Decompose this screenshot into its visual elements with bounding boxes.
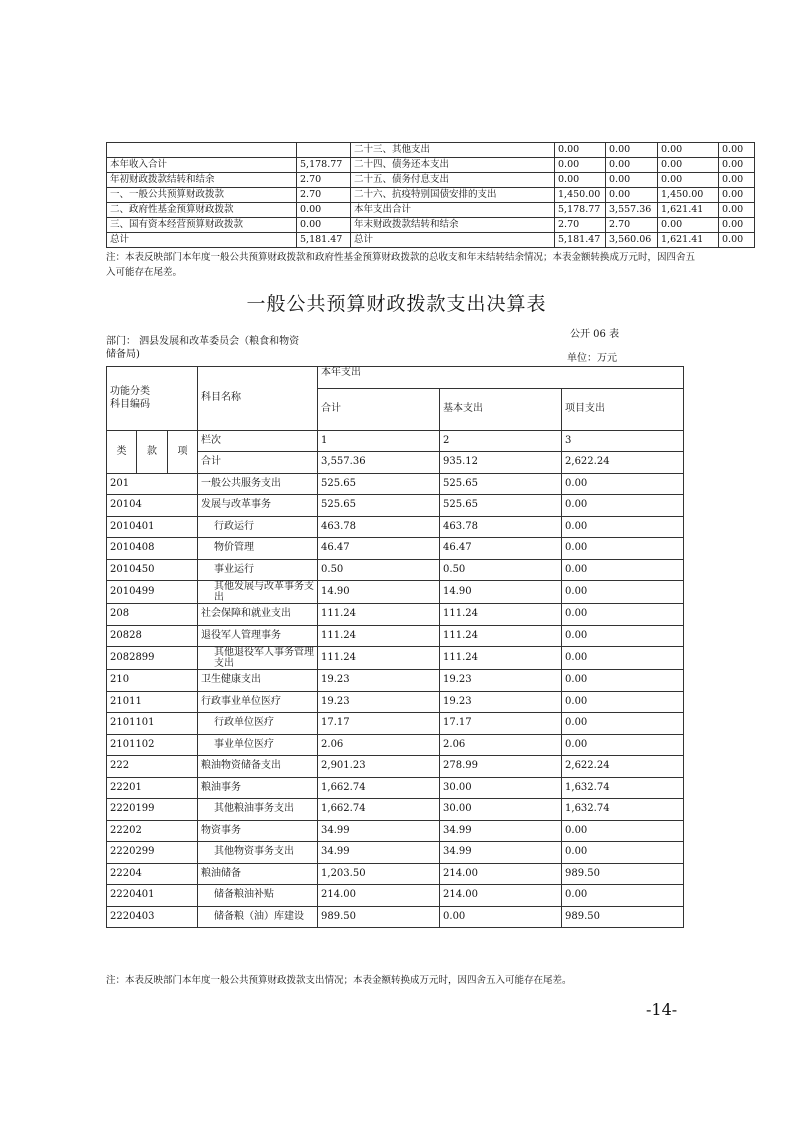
table-row	[107, 473, 684, 495]
summary-row	[107, 233, 755, 248]
amount-basic: 214.00	[440, 863, 562, 885]
amount-basic: 0.00	[440, 906, 562, 928]
summary-cell: 0.00	[658, 218, 719, 233]
amount-basic: 525.65	[440, 473, 562, 495]
summary-cell: 5,181.47	[297, 233, 351, 248]
amount-total: 19.23	[318, 691, 440, 713]
amount-project: 0.00	[562, 625, 684, 647]
subject-name: 其他物资事务支出	[198, 842, 318, 864]
subject-name: 储备粮油补贴	[198, 885, 318, 907]
summary-row	[107, 173, 755, 188]
amount-total: 34.99	[318, 820, 440, 842]
amount-total: 463.78	[318, 516, 440, 538]
amount-total: 34.99	[318, 842, 440, 864]
subject-name: 粮油储备	[198, 863, 318, 885]
summary-cell: 0.00	[606, 188, 658, 203]
summary-cell: 0.00	[555, 143, 606, 158]
summary-cell: 二十三、其他支出	[351, 143, 555, 158]
summary-cell: 0.00	[719, 203, 755, 218]
amount-project: 1,632.74	[562, 777, 684, 799]
subject-code: 20104	[107, 495, 198, 517]
summary-cell: 1,450.00	[555, 188, 606, 203]
summary-cell: 3,560.06	[606, 233, 658, 248]
amount-project: 0.00	[562, 820, 684, 842]
subject-name-header: 科目名称	[198, 367, 318, 431]
summary-cell: 二十五、债务付息支出	[351, 173, 555, 188]
amount-basic: 14.90	[440, 581, 562, 604]
subject-code: 2010408	[107, 538, 198, 560]
amount-basic: 2.06	[440, 734, 562, 756]
summary-continuation-table	[106, 142, 755, 248]
amount-basic: 214.00	[440, 885, 562, 907]
summary-row	[107, 203, 755, 218]
subject-name: 卫生健康支出	[198, 670, 318, 692]
subject-code: 20828	[107, 625, 198, 647]
subject-name: 其他粮油事务支出	[198, 799, 318, 821]
department-label: 部门： 泗县发展和改革委员会（粮食和物资 储备局)	[106, 336, 300, 360]
subject-code: 2010499	[107, 581, 198, 604]
amount-basic: 111.24	[440, 625, 562, 647]
sum-basic: 935.12	[440, 452, 562, 474]
summary-note: 注：本表反映部门本年度一般公共预算财政拨款和政府性基金预算财政拨款的总收支和年末结转结余情况；本表金额转换成万元时，因四舍五 入可能存在尾差。	[106, 252, 696, 278]
table-code: 公开 06 表	[570, 329, 620, 340]
subject-code: 2220403	[107, 906, 198, 928]
subject-name: 储备粮（油）库建设	[198, 906, 318, 928]
amount-total: 0.50	[318, 559, 440, 581]
column-index-label: 栏次	[198, 430, 318, 452]
amount-total: 2.06	[318, 734, 440, 756]
summary-cell: 5,178.77	[297, 158, 351, 173]
table-row	[107, 734, 684, 756]
header-row-1	[107, 367, 684, 389]
amount-total: 111.24	[318, 604, 440, 626]
subject-code: 210	[107, 670, 198, 692]
summary-cell: 年末财政拨款结转和结余	[351, 218, 555, 233]
summary-cell: 1,450.00	[658, 188, 719, 203]
table-row	[107, 495, 684, 517]
summary-cell: 总计	[107, 233, 297, 248]
function-class-header: 功能分类 科目编码	[107, 367, 198, 431]
subject-name: 退役军人管理事务	[198, 625, 318, 647]
amount-total: 1,662.74	[318, 799, 440, 821]
table-row	[107, 756, 684, 778]
amount-project: 0.00	[562, 670, 684, 692]
summary-cell: 0.00	[719, 143, 755, 158]
subject-code: 2220299	[107, 842, 198, 864]
subject-name: 社会保障和就业支出	[198, 604, 318, 626]
summary-cell: 0.00	[719, 218, 755, 233]
amount-basic: 46.47	[440, 538, 562, 560]
summary-cell: 0.00	[719, 188, 755, 203]
table-row	[107, 820, 684, 842]
summary-cell: 年初财政拨款结转和结余	[107, 173, 297, 188]
summary-cell: 1,621.41	[658, 203, 719, 218]
subject-code: 222	[107, 756, 198, 778]
amount-project: 0.00	[562, 473, 684, 495]
amount-project: 0.00	[562, 713, 684, 735]
subject-name: 物价管理	[198, 538, 318, 560]
table-row	[107, 516, 684, 538]
amount-total: 989.50	[318, 906, 440, 928]
subject-name: 其他发展与改革事务支出	[198, 581, 318, 604]
amount-project: 0.00	[562, 647, 684, 670]
kuan-header: 款	[137, 430, 168, 473]
amount-basic: 525.65	[440, 495, 562, 517]
amount-basic: 30.00	[440, 777, 562, 799]
subject-code: 2220401	[107, 885, 198, 907]
subject-name: 事业单位医疗	[198, 734, 318, 756]
amount-project: 1,632.74	[562, 799, 684, 821]
amount-project: 0.00	[562, 691, 684, 713]
amount-basic: 463.78	[440, 516, 562, 538]
subject-code: 22204	[107, 863, 198, 885]
amount-total: 111.24	[318, 647, 440, 670]
summary-cell: 2.70	[297, 173, 351, 188]
amount-total: 17.17	[318, 713, 440, 735]
lei-header: 类	[107, 430, 137, 473]
table-row	[107, 691, 684, 713]
amount-project: 0.00	[562, 538, 684, 560]
amount-project: 0.00	[562, 734, 684, 756]
col-index-3: 3	[562, 430, 684, 452]
amount-project: 0.00	[562, 842, 684, 864]
amount-basic: 111.24	[440, 604, 562, 626]
table-row	[107, 581, 684, 604]
amount-basic: 278.99	[440, 756, 562, 778]
col-index-2: 2	[440, 430, 562, 452]
summary-cell: 0.00	[555, 158, 606, 173]
subject-code: 208	[107, 604, 198, 626]
page-title: 一般公共预算财政拨款支出决算表	[246, 293, 547, 315]
amount-project: 0.00	[562, 604, 684, 626]
summary-row	[107, 218, 755, 233]
summary-cell: 0.00	[658, 173, 719, 188]
page-number: -14-	[646, 1000, 678, 1019]
basic-header: 基本支出	[440, 388, 562, 430]
current-year-header: 本年支出	[318, 367, 684, 389]
summary-cell: 0.00	[658, 158, 719, 173]
table-row	[107, 863, 684, 885]
xiang-header: 项	[168, 430, 198, 473]
amount-basic: 19.23	[440, 670, 562, 692]
table-row	[107, 713, 684, 735]
subject-name: 事业运行	[198, 559, 318, 581]
summary-cell: 二十四、债务还本支出	[351, 158, 555, 173]
table-row	[107, 842, 684, 864]
table-row	[107, 906, 684, 928]
summary-cell: 1,621.41	[658, 233, 719, 248]
table-row	[107, 799, 684, 821]
summary-cell: 0.00	[606, 158, 658, 173]
col-index-1: 1	[318, 430, 440, 452]
subject-name: 行政事业单位医疗	[198, 691, 318, 713]
summary-cell: 二十六、抗疫特别国债安排的支出	[351, 188, 555, 203]
subject-name: 粮油事务	[198, 777, 318, 799]
table-row	[107, 670, 684, 692]
summary-row	[107, 143, 755, 158]
table-row	[107, 538, 684, 560]
subject-code: 2101102	[107, 734, 198, 756]
amount-project: 989.50	[562, 906, 684, 928]
summary-cell: 0.00	[658, 143, 719, 158]
subject-name: 其他退役军人事务管理支出	[198, 647, 318, 670]
amount-project: 989.50	[562, 863, 684, 885]
subject-name: 一般公共服务支出	[198, 473, 318, 495]
summary-cell: 0.00	[719, 173, 755, 188]
subject-name: 物资事务	[198, 820, 318, 842]
subject-name: 行政单位医疗	[198, 713, 318, 735]
amount-total: 1,203.50	[318, 863, 440, 885]
summary-cell: 0.00	[719, 233, 755, 248]
summary-cell: 本年收入合计	[107, 158, 297, 173]
subject-code: 22202	[107, 820, 198, 842]
amount-project: 0.00	[562, 885, 684, 907]
unit-label: 单位：万元	[567, 353, 617, 364]
summary-cell: 二、政府性基金预算财政拨款	[107, 203, 297, 218]
project-header: 项目支出	[562, 388, 684, 430]
total-header: 合计	[318, 388, 440, 430]
sum-project: 2,622.24	[562, 452, 684, 474]
summary-cell: 3,557.36	[606, 203, 658, 218]
subject-code: 2010401	[107, 516, 198, 538]
subject-code: 2082899	[107, 647, 198, 670]
amount-project: 2,622.24	[562, 756, 684, 778]
amount-project: 0.00	[562, 581, 684, 604]
summary-cell	[107, 143, 297, 158]
summary-cell: 0.00	[719, 158, 755, 173]
summary-cell: 0.00	[606, 143, 658, 158]
summary-cell: 2.70	[297, 188, 351, 203]
amount-project: 0.00	[562, 516, 684, 538]
subject-name: 发展与改革事务	[198, 495, 318, 517]
summary-cell: 0.00	[297, 218, 351, 233]
summary-cell: 本年支出合计	[351, 203, 555, 218]
amount-total: 525.65	[318, 473, 440, 495]
amount-total: 525.65	[318, 495, 440, 517]
amount-total: 14.90	[318, 581, 440, 604]
subject-code: 201	[107, 473, 198, 495]
summary-cell: 0.00	[555, 173, 606, 188]
summary-cell: 0.00	[606, 173, 658, 188]
summary-cell: 三、国有资本经营预算财政拨款	[107, 218, 297, 233]
summary-cell: 5,181.47	[555, 233, 606, 248]
amount-basic: 0.50	[440, 559, 562, 581]
amount-basic: 111.24	[440, 647, 562, 670]
amount-project: 0.00	[562, 559, 684, 581]
summary-cell: 5,178.77	[555, 203, 606, 218]
table-note: 注：本表反映部门本年度一般公共预算财政拨款支出情况；本表金额转换成万元时，因四舍五入可能存在尾差。	[106, 975, 572, 986]
column-index-row	[107, 430, 684, 452]
amount-basic: 30.00	[440, 799, 562, 821]
amount-total: 2,901.23	[318, 756, 440, 778]
summary-cell: 2.70	[555, 218, 606, 233]
table-row	[107, 625, 684, 647]
summary-row	[107, 188, 755, 203]
summary-cell: 2.70	[606, 218, 658, 233]
summary-cell: 总计	[351, 233, 555, 248]
amount-basic: 34.99	[440, 820, 562, 842]
summary-row	[107, 158, 755, 173]
subject-code: 2010450	[107, 559, 198, 581]
summary-cell: 一、一般公共预算财政拨款	[107, 188, 297, 203]
amount-total: 19.23	[318, 670, 440, 692]
amount-total: 214.00	[318, 885, 440, 907]
summary-cell	[297, 143, 351, 158]
amount-total: 46.47	[318, 538, 440, 560]
amount-total: 111.24	[318, 625, 440, 647]
subject-name: 行政运行	[198, 516, 318, 538]
amount-basic: 17.17	[440, 713, 562, 735]
table-row	[107, 885, 684, 907]
table-row	[107, 559, 684, 581]
subject-name: 粮油物资储备支出	[198, 756, 318, 778]
expenditure-table	[106, 366, 684, 928]
subject-code: 2101101	[107, 713, 198, 735]
subject-code: 21011	[107, 691, 198, 713]
table-row	[107, 647, 684, 670]
amount-project: 0.00	[562, 495, 684, 517]
summary-cell: 0.00	[297, 203, 351, 218]
table-row	[107, 777, 684, 799]
amount-basic: 34.99	[440, 842, 562, 864]
amount-basic: 19.23	[440, 691, 562, 713]
subject-code: 2220199	[107, 799, 198, 821]
table-row	[107, 604, 684, 626]
amount-total: 1,662.74	[318, 777, 440, 799]
sum-total: 3,557.36	[318, 452, 440, 474]
subject-code: 22201	[107, 777, 198, 799]
sum-label: 合计	[198, 452, 318, 474]
